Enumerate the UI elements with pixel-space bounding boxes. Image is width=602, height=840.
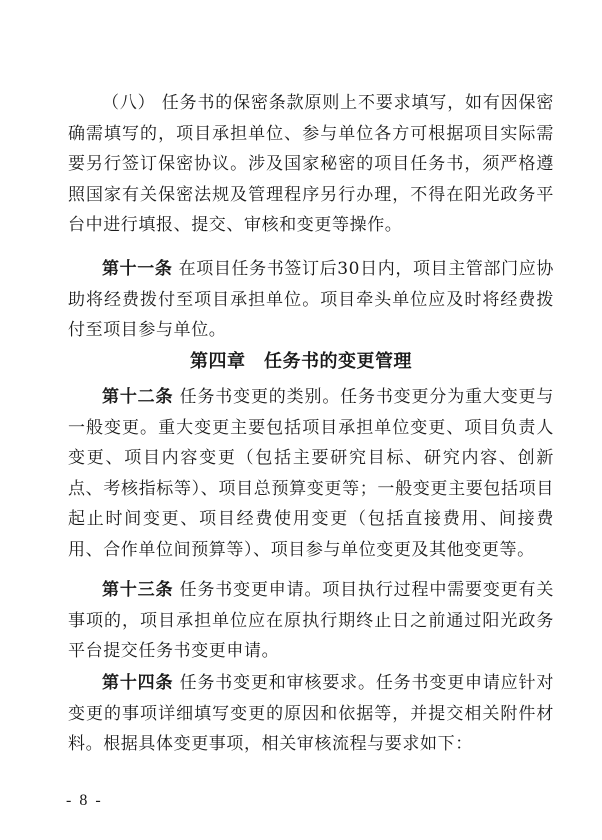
article-12 [68, 382, 554, 565]
paragraph-text: （八） 任务书的保密条款原则上不要求填写，如有因保密确需填写的，项目承担单位、参与单位各方可根据项目实际需要另行签订保密协议。涉及国家秘密的项目任务书，须严格遵照国家有关保密法规及管理程序另行办理，不得在阳光政务平台中进行填报、提交、审核和变更等操作。 [68, 93, 554, 235]
article-label: 第十四条 [102, 673, 174, 693]
article-label: 第十二条 [102, 387, 174, 407]
paragraph-item-8 [68, 88, 554, 241]
page-number: - 8 - [66, 792, 103, 809]
article-label: 第十三条 [102, 580, 174, 600]
article-text: 在项目任务书签订后30日内，项目主管部门应协助将经费拨付至项目承担单位。项目牵头单位应及时将经费拨付至项目参与单位。 [68, 259, 554, 340]
article-13 [68, 575, 554, 667]
article-text: 任务书变更和审核要求。任务书变更申请应针对变更的事项详细填写变更的原因和依据等，并提交相关附件材料。根据具体变更事项，相关审核流程与要求如下： [68, 673, 554, 754]
article-text: 任务书变更的类别。任务书变更分为重大变更与一般变更。重大变更主要包括项目承担单位变更、项目负责人变更、项目内容变更（包括主要研究目标、研究内容、创新点、考核指标等）、项目总预算变更等；一般变更主要包括项目起止时间变更、项目经费使用变更（包括直接费用、间接费用、合作单位间预算等）、项目参与单位变更及其他变更等。 [68, 387, 554, 560]
article-11 [68, 254, 554, 346]
article-label: 第十一条 [102, 259, 173, 279]
article-text: 任务书变更申请。项目执行过程中需要变更有关事项的，项目承担单位应在原执行期终止日之前通过阳光政务平台提交任务书变更申请。 [68, 580, 554, 661]
article-14 [68, 668, 554, 760]
chapter-heading: 第四章 任务书的变更管理 [190, 351, 412, 372]
